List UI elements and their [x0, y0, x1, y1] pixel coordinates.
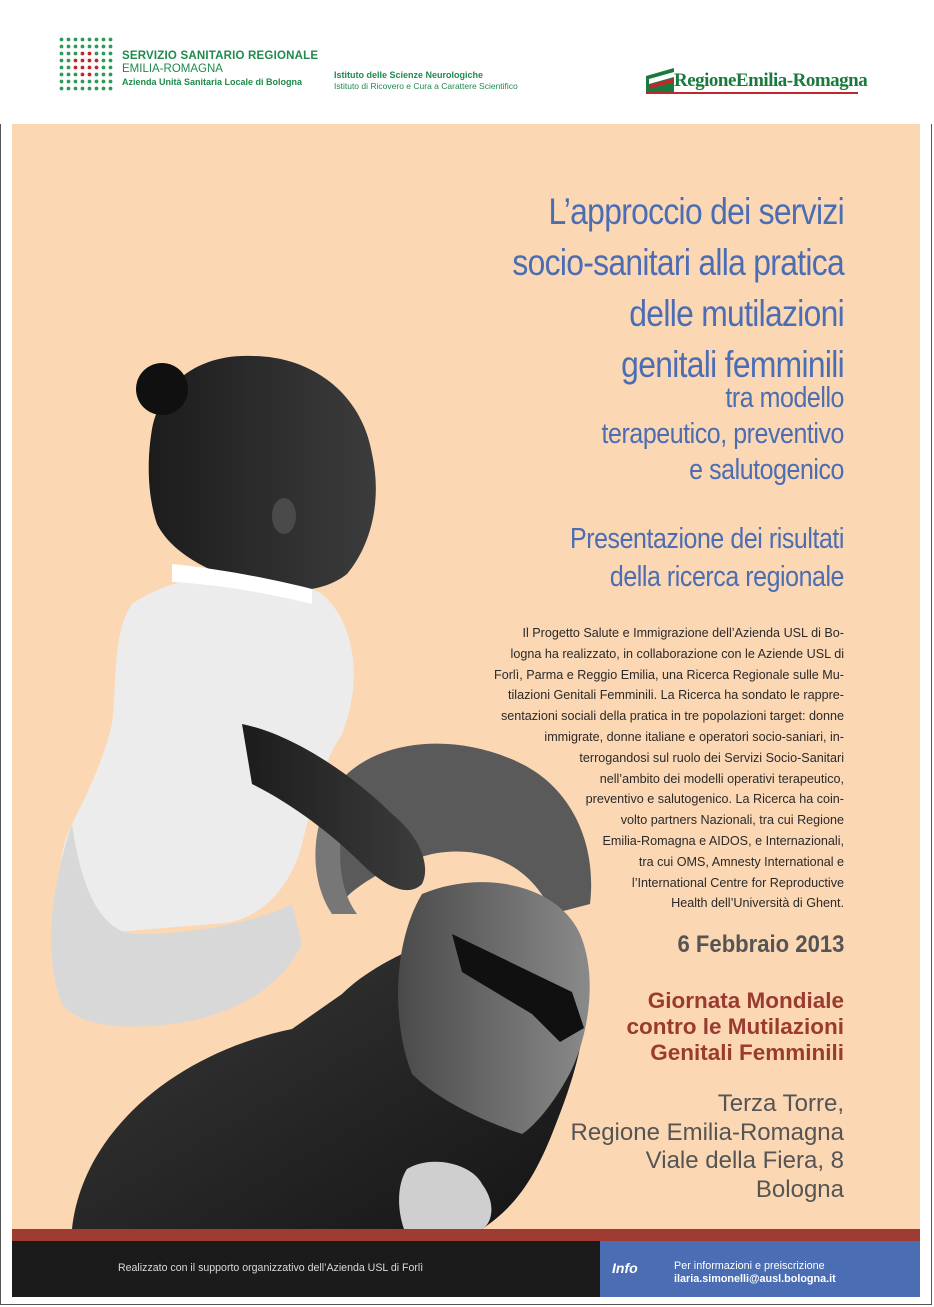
logo-dot	[81, 80, 85, 84]
logo-dot	[102, 66, 106, 70]
logo-dot	[109, 87, 113, 91]
logo-dot	[74, 66, 78, 70]
venue-line: Terza Torre,	[717, 1090, 844, 1117]
logo-dot	[102, 38, 106, 42]
logo-dot	[88, 87, 92, 91]
logo-dot	[60, 80, 64, 84]
body-line: nell’ambito dei modelli operativi terapeutico,	[599, 771, 844, 786]
logo-dot	[102, 45, 106, 49]
title-line: genitali femminili	[621, 344, 844, 385]
body-line: preventivo e salutogenico. La Ricerca ha coin-	[585, 792, 844, 807]
logo-dot	[81, 38, 85, 42]
logo-dot	[60, 66, 64, 70]
logo-dot	[81, 59, 85, 63]
logo-dot	[81, 73, 85, 77]
footer-stripe	[12, 1229, 920, 1241]
logo-dot	[74, 87, 78, 91]
ssr-dot-logo	[58, 36, 114, 92]
logo-dot	[74, 59, 78, 63]
regione-name: RegioneEmilia-Romagna	[674, 70, 868, 91]
logo-dot	[81, 66, 85, 70]
body-line: logna ha realizzato, in collaborazione con le Aziende USL di	[510, 646, 844, 661]
venue-line: Regione Emilia-Romagna	[570, 1118, 844, 1146]
logo-dot	[102, 52, 106, 56]
logo-dot	[60, 38, 64, 42]
body-line: Il Progetto Salute e Immigrazione dell’Azienda USL di Bo-	[522, 626, 844, 640]
venue-address	[424, 1090, 844, 1204]
logo-dot	[60, 52, 64, 56]
support-credit: Realizzato con il supporto organizzativo dell’Azienda USL di Forlì	[118, 1262, 424, 1274]
body-line: immigrate, donne italiane e operatori socio-saniari, in-	[544, 729, 844, 744]
logo-dot	[67, 52, 71, 56]
logo-dot	[95, 59, 99, 63]
logo-dot	[88, 45, 92, 49]
contact-block	[674, 1260, 836, 1286]
logo-dot	[60, 45, 64, 49]
logo-dot	[60, 59, 64, 63]
logo-dot	[95, 38, 99, 42]
giornata-line: contro le Mutilazioni	[626, 1014, 844, 1039]
title-line: L’approccio dei servizi	[548, 191, 844, 232]
giornata-line: Giornata Mondiale	[647, 988, 844, 1013]
logo-dot	[102, 73, 106, 77]
logo-dot	[67, 73, 71, 77]
regione-underline	[646, 92, 858, 94]
logo-dot	[67, 59, 71, 63]
poster	[12, 124, 920, 1229]
presentation-heading	[414, 520, 844, 596]
presentation-line: della ricerca regionale	[609, 561, 844, 593]
subtitle-line: tra modello	[725, 382, 844, 414]
logo-dot	[95, 45, 99, 49]
logo-dot	[60, 87, 64, 91]
logo-dot	[74, 38, 78, 42]
logo-dot	[88, 38, 92, 42]
logo-dot	[88, 66, 92, 70]
isn-name	[334, 70, 518, 92]
info-label: Info	[612, 1260, 638, 1276]
poster-title	[362, 186, 844, 390]
logo-dot	[67, 87, 71, 91]
logo-dot	[67, 80, 71, 84]
logo-dot	[88, 52, 92, 56]
poster-subtitle	[414, 380, 844, 488]
isn-line1: Istituto delle Scienze Neurologiche	[334, 70, 484, 80]
event-date: 6 Febbraio 2013	[677, 931, 844, 958]
giornata-line: Genitali Femminili	[650, 1040, 844, 1065]
logo-dot	[102, 80, 106, 84]
subtitle-line: e salutogenico	[689, 454, 844, 486]
giornata-heading	[444, 988, 844, 1066]
logo-dot	[74, 45, 78, 49]
logo-dot	[109, 80, 113, 84]
logo-dot	[67, 45, 71, 49]
logo-dot	[102, 59, 106, 63]
body-line: volto partners Nazionali, tra cui Regione	[620, 813, 844, 828]
body-line: sentazioni sociali della pratica in tre popolazioni target: donne	[500, 709, 844, 724]
logo-dot	[109, 73, 113, 77]
logo-dot	[109, 38, 113, 42]
isn-line2: Istituto di Ricovero e Cura a Carattere Scientifico	[334, 81, 518, 91]
logo-dot	[109, 45, 113, 49]
logo-dot	[109, 66, 113, 70]
logo-dot	[95, 66, 99, 70]
logo-dot	[88, 80, 92, 84]
body-line: tilazioni Genitali Femminili. La Ricerca ha sondato le rappre-	[508, 688, 844, 703]
header	[0, 0, 934, 124]
body-line: terrogandosi sul ruolo dei Servizi Socio-Sanitari	[579, 750, 844, 765]
logo-dot	[67, 66, 71, 70]
contact-line: Per informazioni e preiscrizione	[674, 1260, 825, 1272]
subtitle-line: terapeutico, preventivo	[601, 418, 844, 450]
logo-dot	[81, 45, 85, 49]
regione-logo	[646, 68, 868, 94]
logo-dot	[81, 87, 85, 91]
logo-dot	[74, 73, 78, 77]
logo-dot	[60, 73, 64, 77]
logo-dot	[95, 52, 99, 56]
logo-dot	[95, 87, 99, 91]
venue-line: Viale della Fiera, 8	[645, 1147, 844, 1174]
ssr-line3: Azienda Unità Sanitaria Locale di Bologna	[122, 77, 303, 87]
description-paragraph	[404, 623, 844, 914]
body-line: l’International Centre for Reproductive	[631, 875, 844, 890]
ssr-line1: SERVIZIO SANITARIO REGIONALE	[122, 50, 319, 62]
ssr-name	[122, 50, 318, 89]
logo-dot	[74, 52, 78, 56]
logo-dot	[74, 80, 78, 84]
body-line: Emilia-Romagna e AIDOS, e Internazionali,	[602, 833, 844, 848]
logo-dot	[88, 59, 92, 63]
logo-dot	[95, 80, 99, 84]
logo-dot	[109, 52, 113, 56]
logo-dot	[102, 87, 106, 91]
logo-dot	[109, 59, 113, 63]
title-line: socio-sanitari alla pratica	[512, 242, 844, 283]
logo-dot	[88, 73, 92, 77]
regione-flag-icon	[646, 68, 674, 94]
title-line: delle mutilazioni	[629, 293, 844, 334]
body-line: Forlì, Parma e Reggio Emilia, una Ricerca Regionale sulle Mu-	[494, 667, 844, 682]
logo-dot	[81, 52, 85, 56]
logo-dot	[95, 73, 99, 77]
body-line: Health dell’Università di Ghent.	[671, 896, 844, 911]
logo-dot	[67, 38, 71, 42]
ssr-line2: EMILIA-ROMAGNA	[122, 63, 223, 75]
venue-line: Bologna	[755, 1175, 844, 1203]
contact-email-link[interactable]: ilaria.simonelli@ausl.bologna.it	[674, 1273, 836, 1285]
body-line: tra cui OMS, Amnesty International e	[638, 854, 844, 869]
presentation-line: Presentazione dei risultati	[570, 523, 844, 555]
